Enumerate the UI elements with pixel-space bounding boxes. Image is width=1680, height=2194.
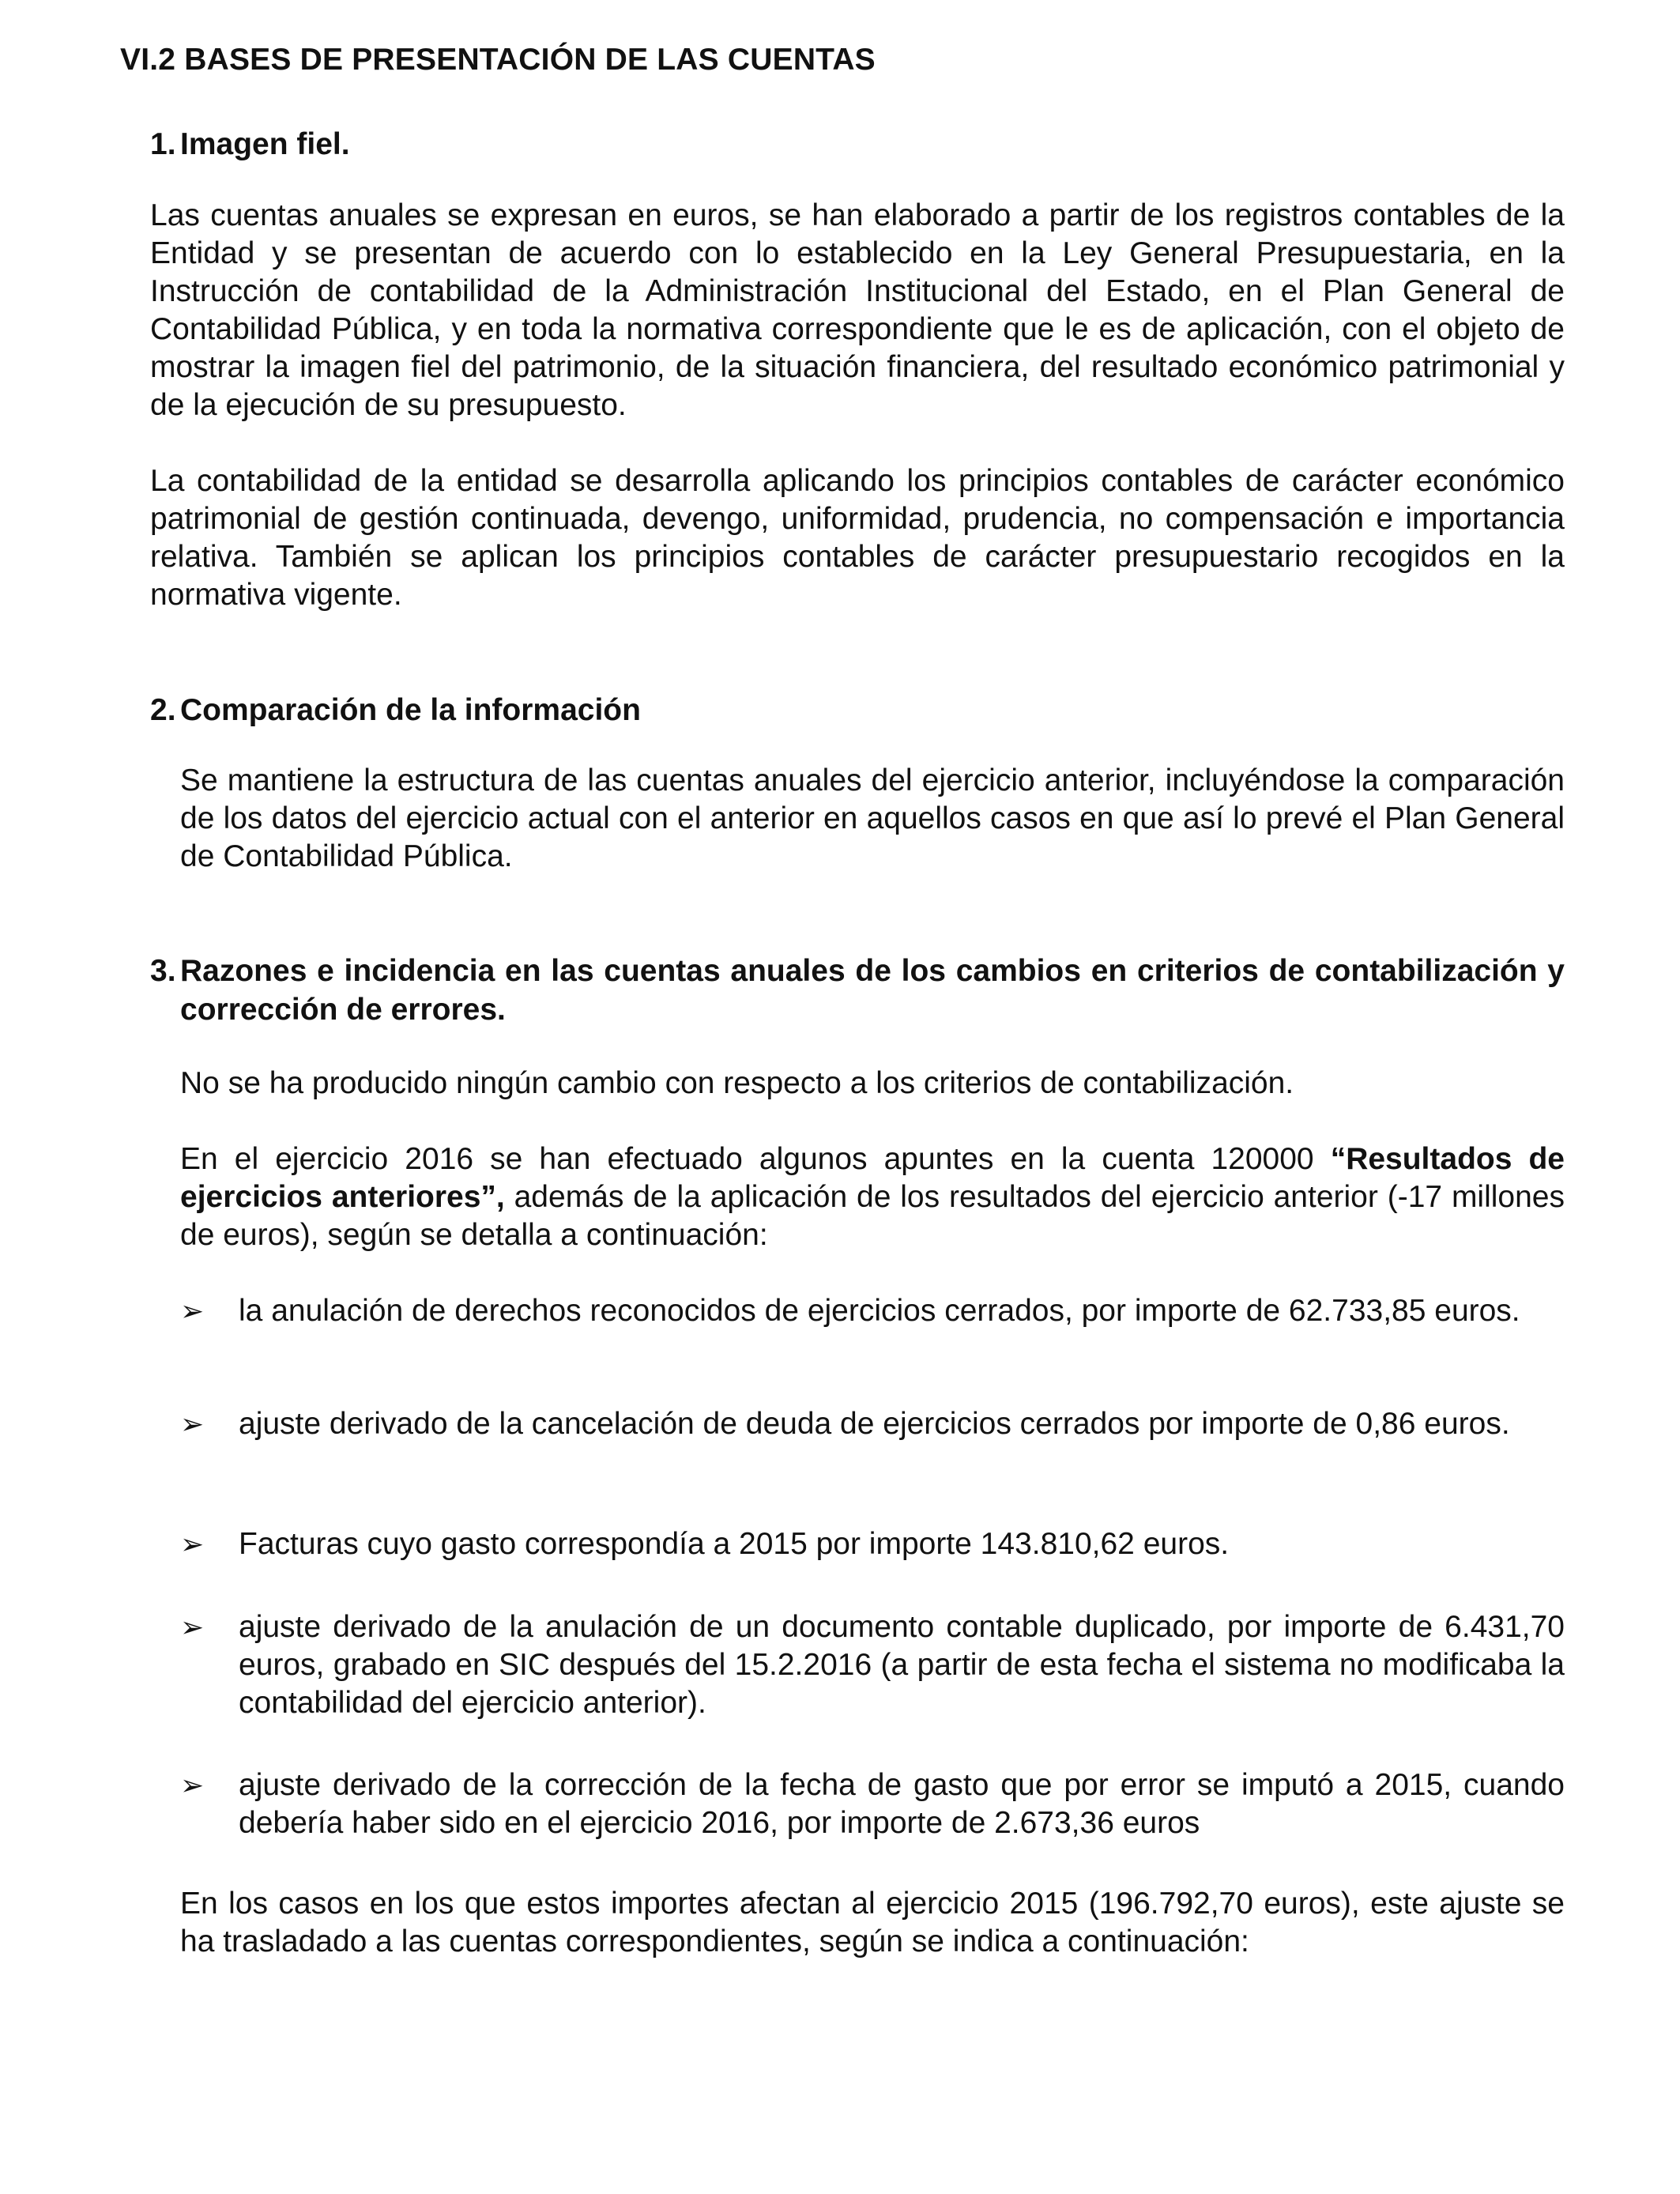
section-heading-imagen-fiel [150,125,1565,164]
arrow-bullet-icon: ➢ [180,1408,205,1440]
section-number: 3. [150,954,176,988]
list-item: Facturas cuyo gasto correspondía a 2015 por importe 143.810,62 euros. [239,1527,1230,1561]
account-name-bold: “Resultados de ejercicios anteriores”, [180,1142,1565,1214]
section-heading-cambios-criterios [150,952,1565,1029]
paragraph-resultados-ejercicios [180,1140,1565,1254]
section-title: Imagen fiel. [180,127,350,161]
section-title: Comparación de la información [180,693,641,727]
section-heading-comparacion [150,691,1565,729]
list-item: ajuste derivado de la corrección de la fecha de gasto que por error se imputó a 2015, cuando debería haber sido en el ejercicio 2016, por importe de 2.673,36 euros [239,1768,1565,1840]
text-run: además de la aplicación de los resultados del ejercicio anterior (-17 millones de euros), según se detalla a continuación: [180,1180,1565,1252]
list-item: la anulación de derechos reconocidos de ejercicios cerrados, por importe de 62.733,85 euros. [239,1294,1520,1328]
paragraph-imagen-fiel-2: La contabilidad de la entidad se desarrolla aplicando los principios contables de carácter económico patrimonial de gestión continuada, devengo, uniformidad, prudencia, no compensación e importancia relativa. También se aplican los principios contables de carácter presupuestario recogidos en la normativa vigente. [150,464,1565,612]
paragraph-ajuste-2015: En los casos en los que estos importes afectan al ejercicio 2015 (196.792,70 euros), este ajuste se ha trasladado a las cuentas correspondientes, según se indica a continuación: [180,1887,1565,1958]
paragraph-sin-cambios: No se ha producido ningún cambio con respecto a los criterios de contabilización. [180,1066,1294,1100]
arrow-bullet-icon: ➢ [180,1769,205,1801]
list-item: ajuste derivado de la cancelación de deuda de ejercicios cerrados por importe de 0,86 euros. [239,1407,1510,1441]
section-title: Razones e incidencia en las cuentas anuales de los cambios en criterios de contabilización y corrección de errores. [180,954,1565,1027]
arrow-bullet-icon: ➢ [180,1611,205,1643]
text-run: En el ejercicio 2016 se han efectuado algunos apuntes en la cuenta 120000 [180,1142,1331,1176]
section-number: 2. [150,693,176,727]
arrow-bullet-icon: ➢ [180,1528,205,1560]
page-title: VI.2 BASES DE PRESENTACIÓN DE LAS CUENTAS [120,43,876,77]
section-number: 1. [150,127,176,161]
paragraph-comparacion: Se mantiene la estructura de las cuentas anuales del ejercicio anterior, incluyéndose la comparación de los datos del ejercicio actual con el anterior en aquellos casos en que así lo prevé el Plan General de Contabilidad Pública. [180,763,1565,873]
arrow-bullet-icon: ➢ [180,1295,205,1327]
list-item: ajuste derivado de la anulación de un documento contable duplicado, por importe de 6.431,70 euros, grabado en SIC después del 15.2.2016 (a partir de esta fecha el sistema no modificaba la contabilidad del ejercicio anterior). [239,1610,1565,1720]
paragraph-imagen-fiel-1: Las cuentas anuales se expresan en euros, se han elaborado a partir de los registros contables de la Entidad y se presentan de acuerdo con lo establecido en la Ley General Presupuestaria, en la Instrucción de contabilidad de la Administración Institucional del Estado, en el Plan General de Contabilidad Pública, y en toda la normativa correspondiente que le es de aplicación, con el objeto de mostrar la imagen fiel del patrimonio, de la situación financiera, del resultado económico patrimonial y de la ejecución de su presupuesto. [150,198,1565,422]
